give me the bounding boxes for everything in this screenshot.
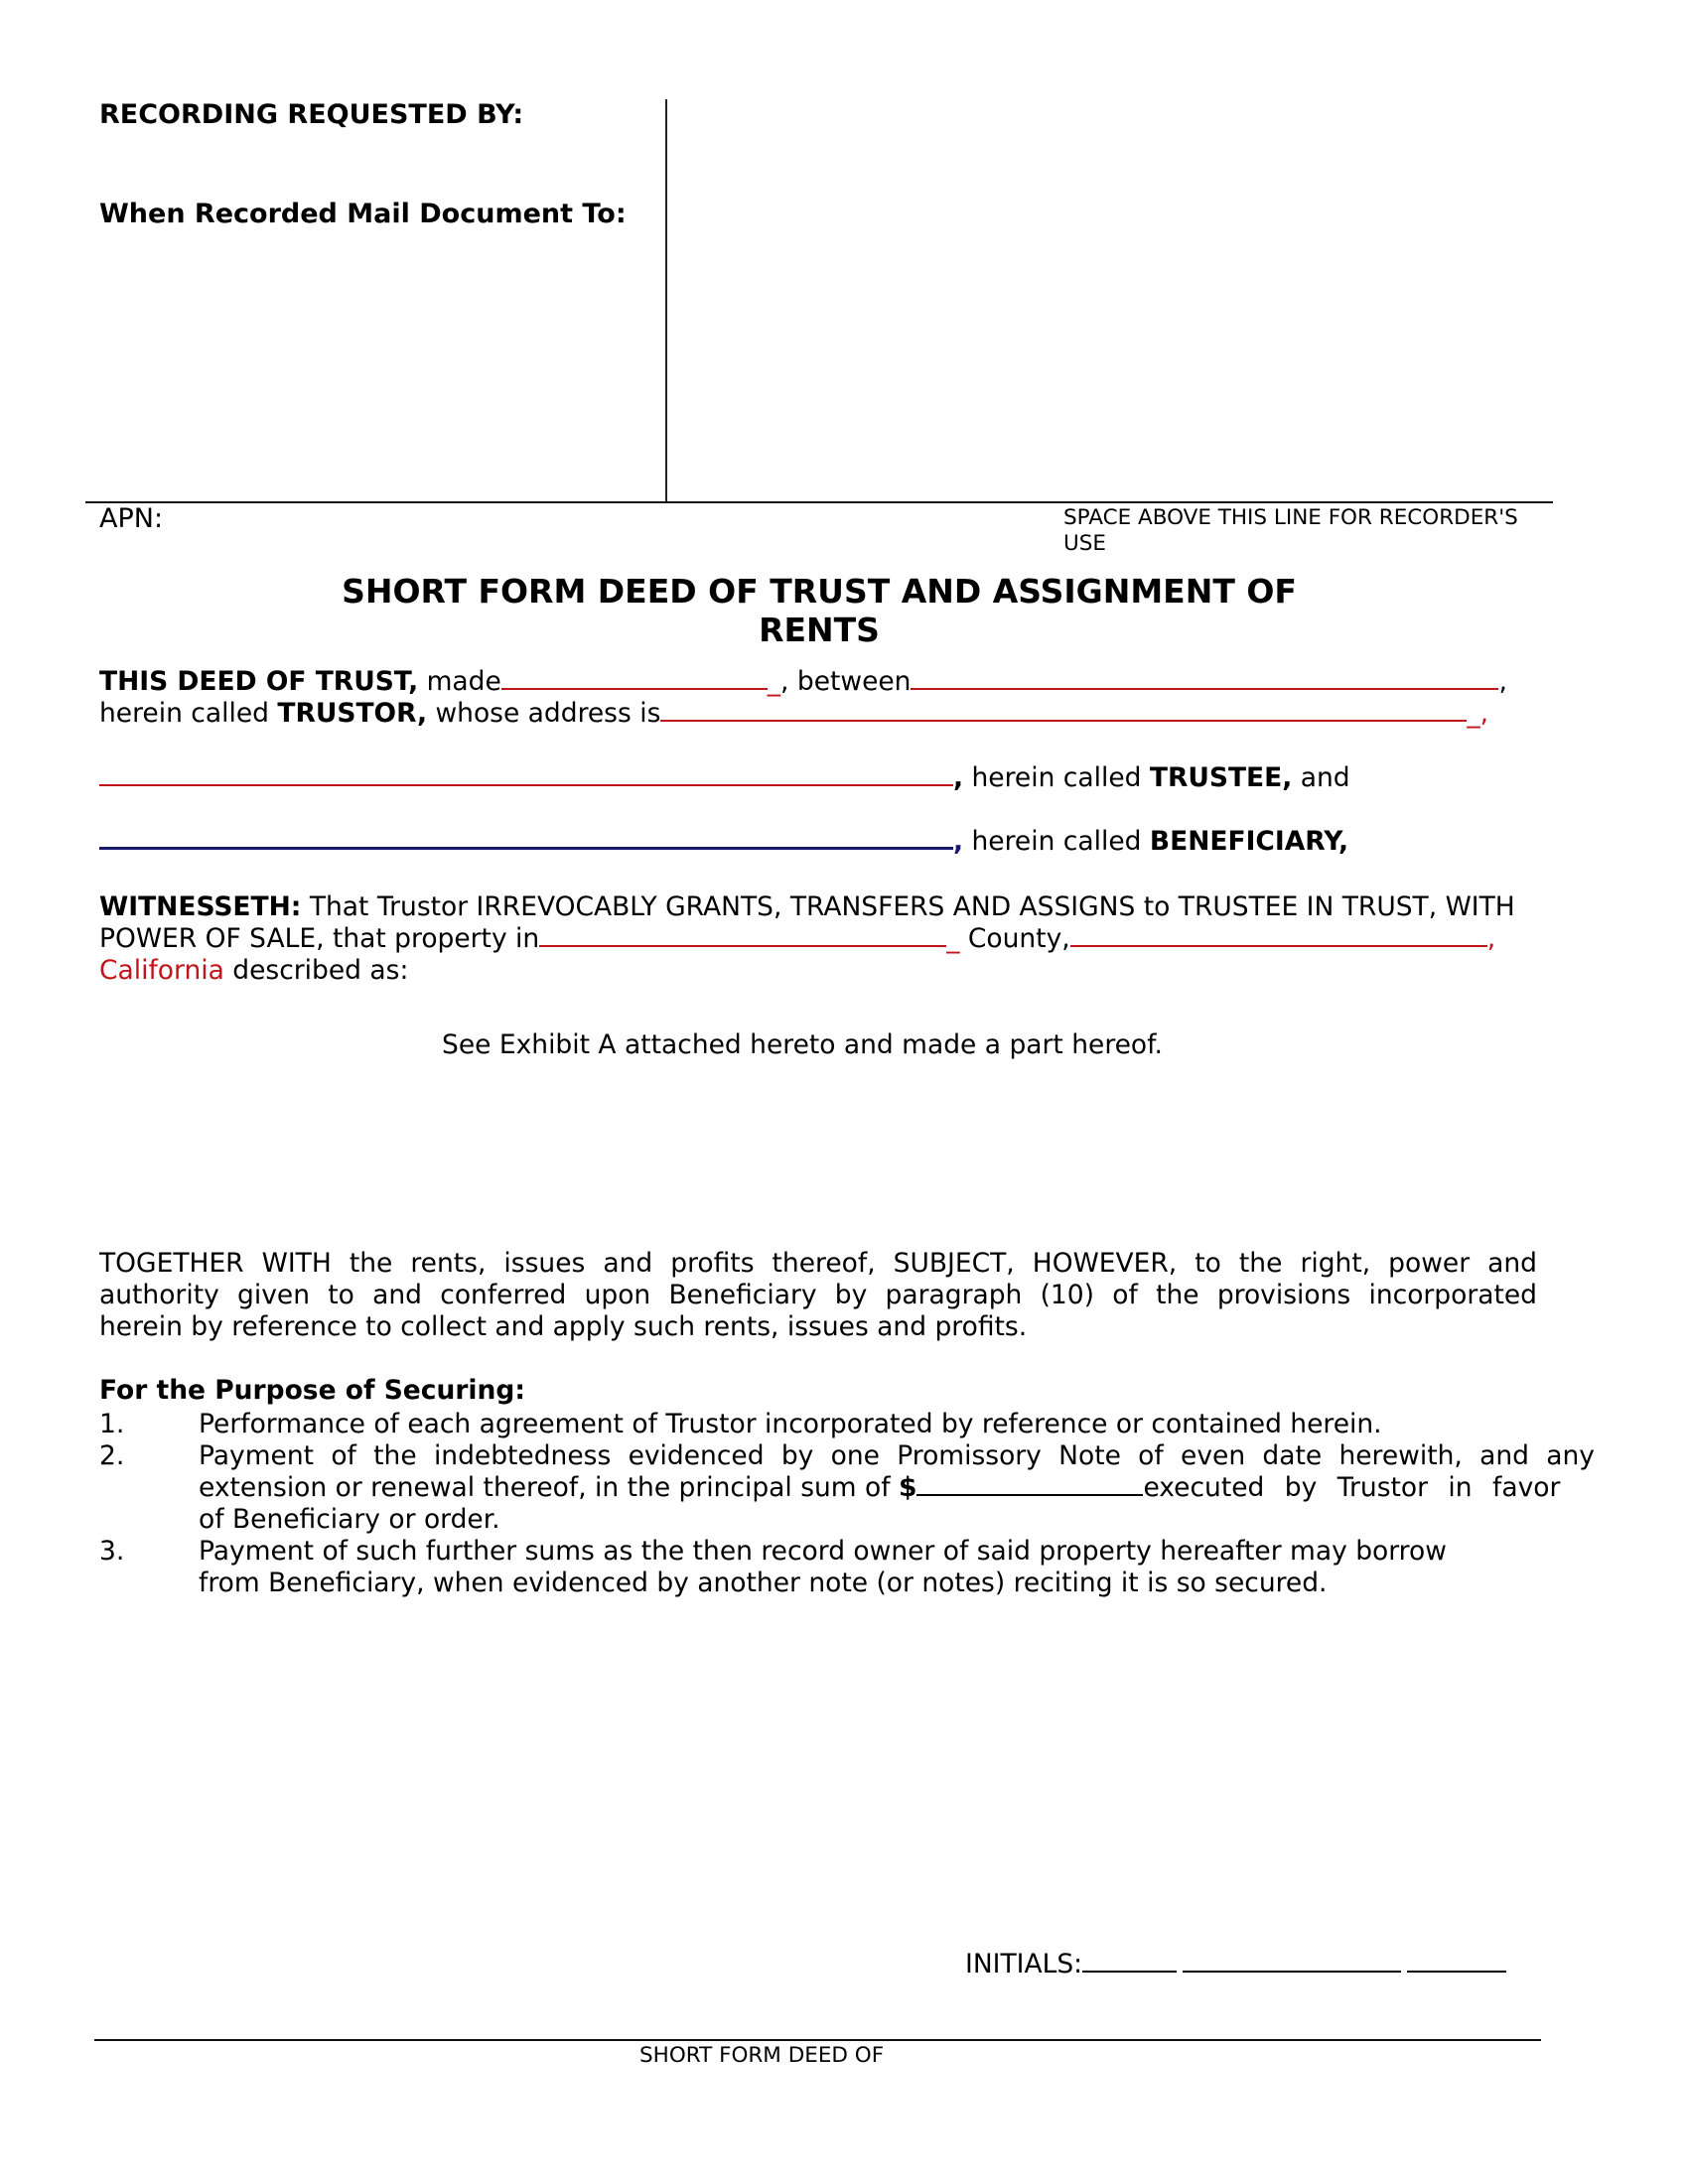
footer-rule <box>94 2039 1541 2041</box>
principal-sum-blank[interactable] <box>916 1493 1143 1496</box>
item-3-line1: Payment of such further sums as the then record owner of said property hereafter may borrow <box>199 1536 1447 1567</box>
address-blank-tail: _, <box>1467 698 1489 729</box>
beneficiary-line <box>99 826 1348 858</box>
exhibit-reference: See Exhibit A attached hereto and made a part hereof. <box>442 1029 1163 1060</box>
initials-blank-2[interactable] <box>1183 1970 1401 1973</box>
executed-by-text: executed by Trustor in favor <box>1143 1472 1561 1503</box>
securing-item-2 <box>0 1440 1688 1536</box>
document-title <box>248 572 1390 649</box>
deed-of-trust-label: THIS DEED OF TRUST, <box>99 666 419 697</box>
initials-label: INITIALS: <box>965 1949 1083 1979</box>
when-recorded-mail-to-label: When Recorded Mail Document To: <box>99 199 627 229</box>
made-text: made <box>418 666 501 697</box>
whose-address-text: whose address is <box>427 698 661 729</box>
county-name-blank[interactable] <box>1070 944 1487 947</box>
state-comma: , <box>1486 923 1496 954</box>
initials-blank-1[interactable] <box>1082 1970 1177 1973</box>
footer-title: SHORT FORM DEED OF <box>639 2043 885 2068</box>
recorder-box-divider <box>665 99 667 502</box>
trustor-comma: , <box>1498 666 1507 697</box>
securing-heading: For the Purpose of Securing: <box>99 1375 525 1406</box>
beneficiary-herein-text: herein called <box>963 826 1150 857</box>
item-2-line3: of Beneficiary or order. <box>199 1504 500 1535</box>
deed-intro-line2 <box>99 698 1488 730</box>
item-3-line2: from Beneficiary, when evidenced by another note (or notes) reciting it is so secured. <box>199 1568 1328 1598</box>
item-2-line1: Payment of the indebtedness evidenced by one Promissory Note of even date herewith, and any <box>199 1440 1595 1471</box>
herein-called-text: herein called <box>99 698 278 729</box>
deed-intro-line1 <box>99 666 1507 698</box>
beneficiary-label: BENEFICIARY, <box>1149 826 1349 857</box>
recorder-space-note-line2: USE <box>1063 531 1106 556</box>
property-city-blank[interactable] <box>539 944 946 947</box>
trustee-and-text: and <box>1292 762 1350 793</box>
recording-requested-by-label: RECORDING REQUESTED BY: <box>99 99 524 130</box>
currency-symbol: $ <box>899 1472 917 1503</box>
item-number: 2. <box>99 1440 125 1471</box>
county-text: County, <box>959 923 1070 954</box>
recorder-space-note <box>1063 505 1518 557</box>
between-text: , between <box>780 666 912 697</box>
trustor-address-blank[interactable] <box>660 719 1467 722</box>
trustee-name-blank[interactable] <box>99 783 953 786</box>
beneficiary-name-blank[interactable] <box>99 846 953 850</box>
trustee-herein-text: herein called <box>963 762 1150 793</box>
together-with-line2: authority given to and conferred upon Beneficiary by paragraph (10) of the provisions incorporated <box>99 1280 1537 1310</box>
securing-item-1 <box>0 1409 1688 1440</box>
securing-item-3 <box>0 1536 1688 1599</box>
witnesseth-text: That Trustor IRREVOCABLY GRANTS, TRANSFERS AND ASSIGNS to TRUSTEE IN TRUST, WITH <box>301 891 1515 922</box>
date-blank-tail: _ <box>767 666 781 697</box>
principal-sum-text: extension or renewal thereof, in the principal sum of <box>199 1472 900 1503</box>
item-number: 1. <box>99 1409 125 1439</box>
trustor-name-blank[interactable] <box>911 687 1498 690</box>
initials-row <box>965 1949 1506 1980</box>
initials-blank-3[interactable] <box>1407 1970 1506 1973</box>
item-2-line2 <box>199 1472 1595 1504</box>
witnesseth-line3 <box>99 955 408 987</box>
beneficiary-comma: , <box>953 826 964 857</box>
trustee-line <box>99 762 1350 794</box>
witnesseth-line1 <box>99 891 1515 923</box>
principal-sum-text-wrapper <box>199 1472 1560 1504</box>
trustee-comma: , <box>953 762 964 793</box>
power-of-sale-text: POWER OF SALE, that property in <box>99 923 540 954</box>
state-name: California <box>99 955 224 986</box>
item-text: Performance of each agreement of Trustor incorporated by reference or contained herein. <box>199 1409 1382 1439</box>
apn-label: APN: <box>99 503 164 534</box>
trustee-label: TRUSTEE, <box>1149 762 1293 793</box>
item-number: 3. <box>99 1536 125 1567</box>
together-with-line3: herein by reference to collect and apply such rents, issues and profits. <box>99 1311 1028 1342</box>
date-blank[interactable] <box>501 687 768 690</box>
described-as-text: described as: <box>223 955 409 986</box>
recorder-space-note-line1: SPACE ABOVE THIS LINE FOR RECORDER'S <box>1063 505 1518 530</box>
county-blank-tail: _ <box>946 923 960 954</box>
document-title-line1: SHORT FORM DEED OF TRUST AND ASSIGNMENT OF <box>342 572 1297 611</box>
trustor-label: TRUSTOR, <box>277 698 428 729</box>
witnesseth-line2 <box>99 923 1495 955</box>
witnesseth-label: WITNESSETH: <box>99 891 302 922</box>
document-title-line2: RENTS <box>759 611 880 649</box>
together-with-line1: TOGETHER WITH the rents, issues and profits thereof, SUBJECT, HOWEVER, to the right, power and <box>99 1248 1537 1279</box>
recorder-space-line <box>85 501 1553 503</box>
